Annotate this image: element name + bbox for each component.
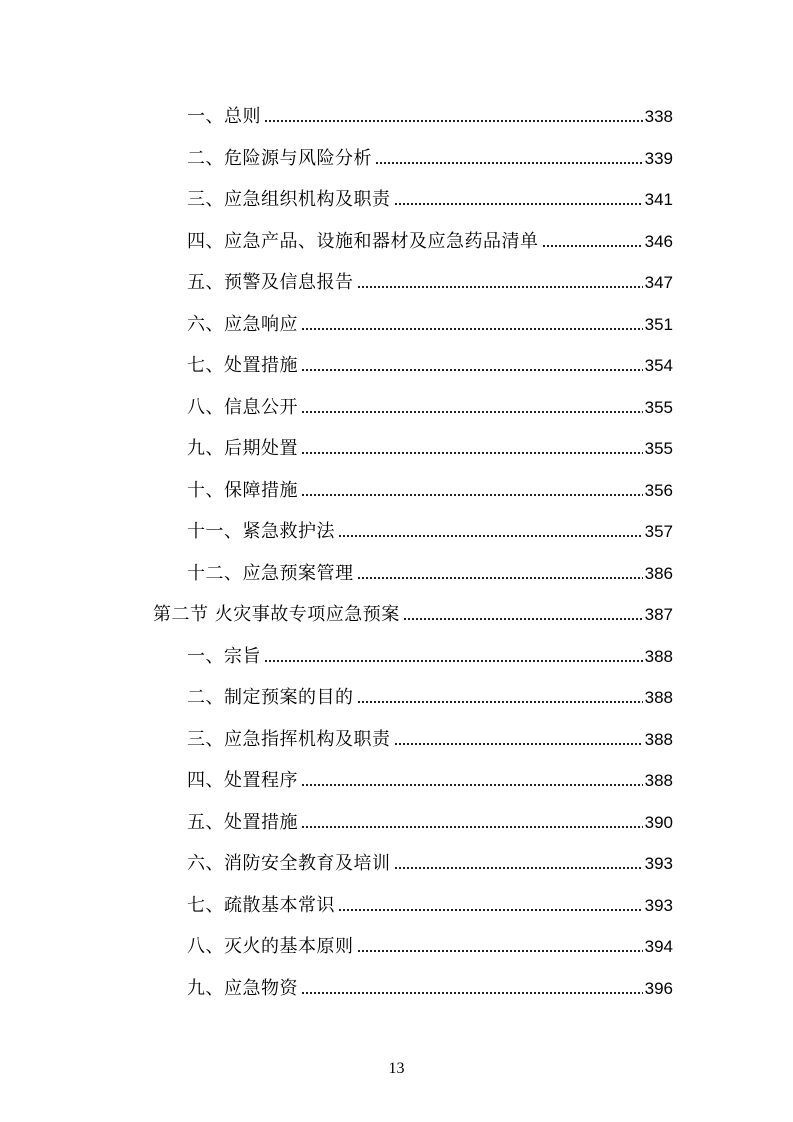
toc-entry-title: 十、保障措施 — [187, 480, 298, 501]
toc-dot-leader — [301, 410, 643, 414]
toc-entry-title: 一、宗旨 — [187, 646, 261, 667]
toc-entry[interactable] — [187, 347, 673, 377]
toc-dot-leader — [301, 991, 643, 995]
toc-entry[interactable] — [187, 430, 673, 460]
toc-entry[interactable] — [187, 513, 673, 543]
toc-entry-title: 十二、应急预案管理 — [187, 563, 354, 584]
toc-entry-page: 390 — [644, 813, 673, 832]
toc-dot-leader — [403, 617, 643, 621]
toc-entry-page: 387 — [644, 605, 673, 624]
toc-entry-title: 五、预警及信息报告 — [187, 272, 354, 293]
toc-entry-page: 338 — [644, 107, 673, 126]
toc-entry-title: 十一、紧急救护法 — [187, 521, 335, 542]
toc-entry[interactable] — [187, 638, 673, 668]
toc-dot-leader — [394, 866, 643, 870]
toc-dot-leader — [542, 244, 643, 248]
toc-dot-leader — [357, 285, 643, 289]
toc-entry-page: 388 — [644, 688, 673, 707]
toc-entry-page: 386 — [644, 564, 673, 583]
toc-entry-page: 347 — [644, 273, 673, 292]
toc-entry-title: 二、制定预案的目的 — [187, 687, 354, 708]
toc-entry-page: 341 — [644, 190, 673, 209]
toc-entry-title: 四、应急产品、设施和器材及应急药品清单 — [187, 231, 539, 252]
toc-dot-leader — [394, 742, 643, 746]
toc-entry-title: 八、信息公开 — [187, 397, 298, 418]
toc-dot-leader — [394, 202, 643, 206]
toc-entry[interactable] — [187, 555, 673, 585]
toc-entry-page: 388 — [644, 730, 673, 749]
toc-dot-leader — [357, 949, 643, 953]
toc-entry-title: 九、后期处置 — [187, 438, 298, 459]
toc-entry-page: 355 — [644, 439, 673, 458]
toc-entry-title: 九、应急物资 — [187, 978, 298, 999]
toc-entry[interactable] — [187, 140, 673, 170]
toc-dot-leader — [264, 119, 643, 123]
toc-entry-title: 三、应急组织机构及职责 — [187, 189, 391, 210]
toc-entry-title: 七、处置措施 — [187, 355, 298, 376]
toc-section-entry[interactable] — [153, 596, 673, 626]
toc-entry[interactable] — [187, 389, 673, 419]
toc-entry[interactable] — [187, 679, 673, 709]
toc-entry[interactable] — [187, 98, 673, 128]
toc-entry-title: 八、灭火的基本原则 — [187, 936, 354, 957]
toc-entry-title: 四、处置程序 — [187, 770, 298, 791]
toc-entry[interactable] — [187, 762, 673, 792]
toc-dot-leader — [301, 493, 643, 497]
toc-entry-title: 二、危险源与风险分析 — [187, 148, 372, 169]
toc-entry[interactable] — [187, 887, 673, 917]
toc-entry-title: 六、消防安全教育及培训 — [187, 853, 391, 874]
toc-entry-page: 396 — [644, 979, 673, 998]
toc-dot-leader — [357, 700, 643, 704]
toc-entry-page: 339 — [644, 149, 673, 168]
toc-dot-leader — [301, 368, 643, 372]
toc-entry-page: 388 — [644, 771, 673, 790]
page-number: 13 — [388, 1060, 405, 1077]
toc-entry-title: 六、应急响应 — [187, 314, 298, 335]
toc-dot-leader — [301, 451, 643, 455]
toc-entry-page: 355 — [644, 398, 673, 417]
toc-entry[interactable] — [187, 804, 673, 834]
toc-entry-page: 357 — [644, 522, 673, 541]
toc-dot-leader — [301, 327, 643, 331]
toc-entry[interactable] — [187, 928, 673, 958]
toc-entry[interactable] — [187, 306, 673, 336]
toc-entry-page: 393 — [644, 896, 673, 915]
toc-dot-leader — [264, 659, 643, 663]
toc-entry-title: 七、疏散基本常识 — [187, 895, 335, 916]
toc-dot-leader — [338, 908, 643, 912]
toc-entry-title: 一、总则 — [187, 106, 261, 127]
toc-entry[interactable] — [187, 721, 673, 751]
toc-dot-leader — [357, 576, 643, 580]
toc-entry-page: 356 — [644, 481, 673, 500]
toc-entry[interactable] — [187, 845, 673, 875]
toc-entry-title: 第二节 火灾事故专项应急预案 — [153, 604, 400, 625]
toc-entry[interactable] — [187, 472, 673, 502]
toc-entry-title: 三、应急指挥机构及职责 — [187, 729, 391, 750]
toc-entry-page: 394 — [644, 937, 673, 956]
toc-entry-page: 388 — [644, 647, 673, 666]
toc-entry-title: 五、处置措施 — [187, 812, 298, 833]
toc-dot-leader — [301, 825, 643, 829]
toc-entry[interactable] — [187, 181, 673, 211]
toc-entry-page: 346 — [644, 232, 673, 251]
toc-entry[interactable] — [187, 264, 673, 294]
toc-entry-page: 393 — [644, 854, 673, 873]
toc-entry[interactable] — [187, 970, 673, 1000]
toc-entry[interactable] — [187, 223, 673, 253]
toc-entry-page: 351 — [644, 315, 673, 334]
toc-dot-leader — [301, 783, 643, 787]
toc-entry-page: 354 — [644, 356, 673, 375]
toc-dot-leader — [375, 161, 643, 165]
toc-dot-leader — [338, 534, 643, 538]
